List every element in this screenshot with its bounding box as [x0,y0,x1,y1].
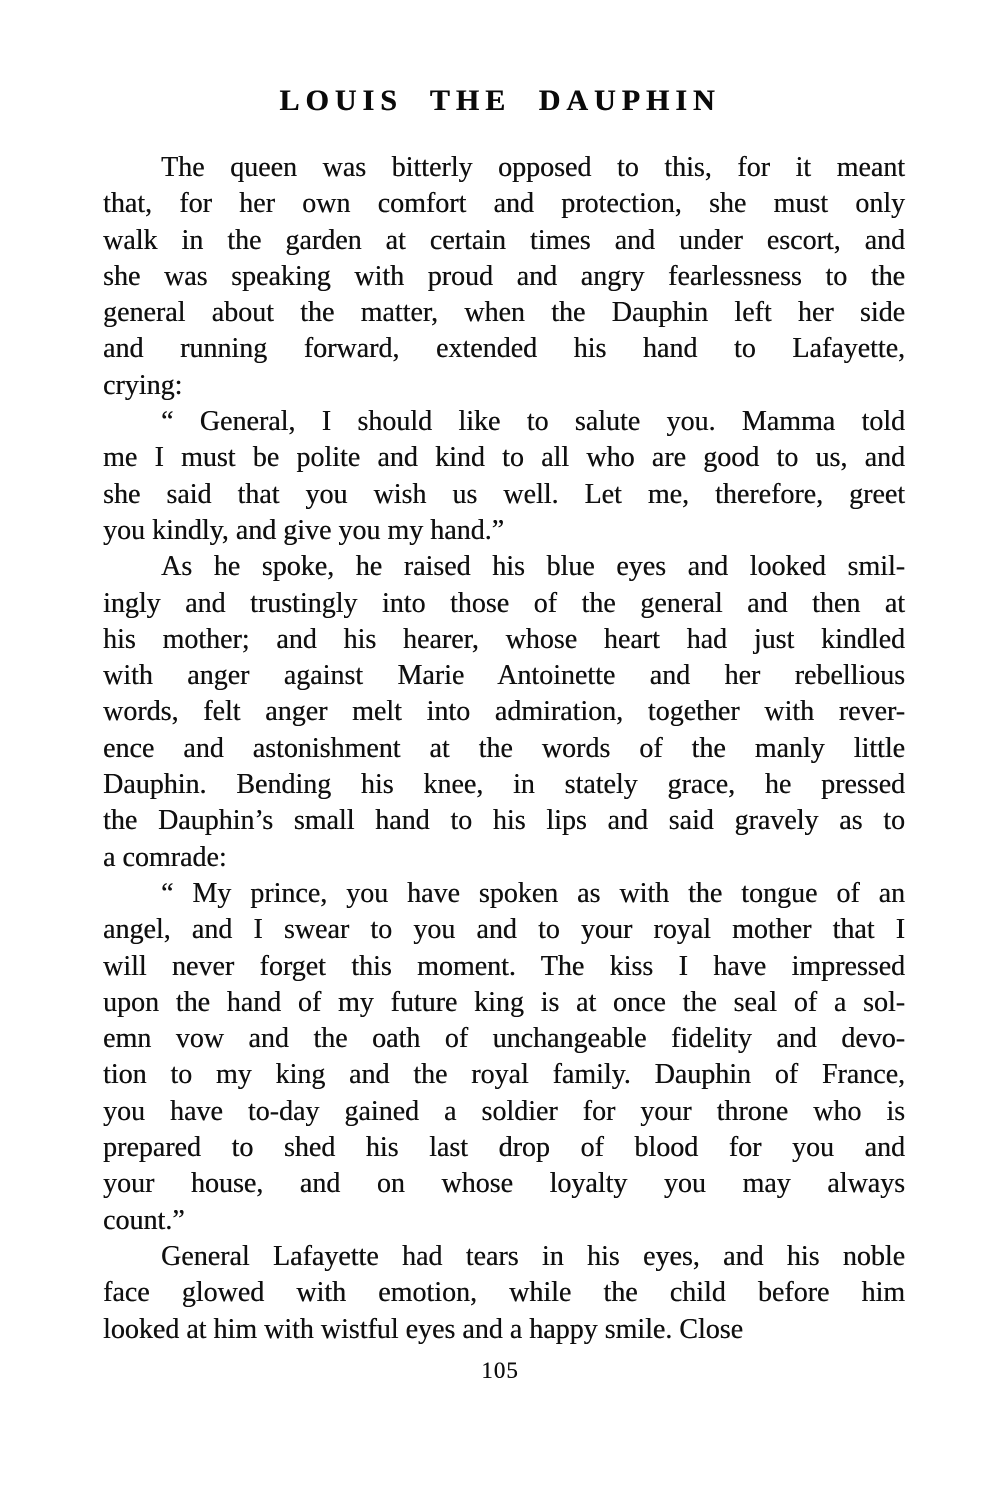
text-line: general about the matter, when the Dauphin left her side [103,297,905,329]
text-line: looked at him with wistful eyes and a happy smile. Close [103,1313,744,1345]
paragraph [103,150,905,404]
text-line: his mother; and his hearer, whose heart had just kindled [103,623,905,655]
text-line: “ My prince, you have spoken as with the tongue of an [161,877,905,909]
text-line: General Lafayette had tears in his eyes, and his noble [161,1240,905,1272]
text-line: with anger against Marie Antoinette and her rebellious [103,660,905,692]
text-line: that, for her own comfort and protection, she must only [103,188,905,220]
text-line: will never forget this moment. The kiss I have impressed [103,950,905,982]
text-line: crying: [103,369,183,401]
text-line: count.” [103,1204,185,1236]
text-line: The queen was bitterly opposed to this, for it meant [161,152,905,183]
text-line: “ General, I should like to salute you. Mamma told [161,406,905,438]
text-line: you have to-day gained a soldier for your throne who is [103,1095,905,1127]
text-line: angel, and I swear to you and to your royal mother that I [103,914,905,946]
text-line: a comrade: [103,841,227,873]
paragraph [103,549,905,876]
paragraph [103,404,905,549]
paragraph [103,1239,905,1348]
text-line: ingly and trustingly into those of the general and then at [103,587,905,619]
text-line: emn vow and the oath of unchangeable fidelity and devo- [103,1023,905,1055]
text-line: face glowed with emotion, while the child before him [103,1277,905,1309]
paragraph [103,876,905,1239]
page-number: 105 [481,1358,519,1383]
text-line: prepared to shed his last drop of blood for you and [103,1132,905,1164]
text-line: the Dauphin’s small hand to his lips and said gravely as to [103,805,905,837]
text-line: you kindly, and give you my hand.” [103,514,505,546]
text-line: Dauphin. Bending his knee, in stately grace, he pressed [103,769,905,801]
page-title: LOUIS THE DAUPHIN [279,84,721,117]
text-line: tion to my king and the royal family. Dauphin of France, [103,1059,905,1091]
text-line: and running forward, extended his hand to Lafayette, [103,333,905,365]
text-line: words, felt anger melt into admiration, together with rever- [103,696,905,728]
text-line: walk in the garden at certain times and under escort, and [103,224,905,256]
text-line: your house, and on whose loyalty you may always [103,1168,905,1200]
text-line: ence and astonishment at the words of the manly little [103,732,905,764]
text-line: she was speaking with proud and angry fearlessness to the [103,260,905,292]
text-line: upon the hand of my future king is at once the seal of a sol- [103,986,905,1018]
text-line: me I must be polite and kind to all who are good to us, and [103,442,905,474]
text-line: As he spoke, he raised his blue eyes and looked smil- [161,551,905,583]
text-line: she said that you wish us well. Let me, therefore, greet [103,478,905,510]
page-body [103,150,905,1348]
